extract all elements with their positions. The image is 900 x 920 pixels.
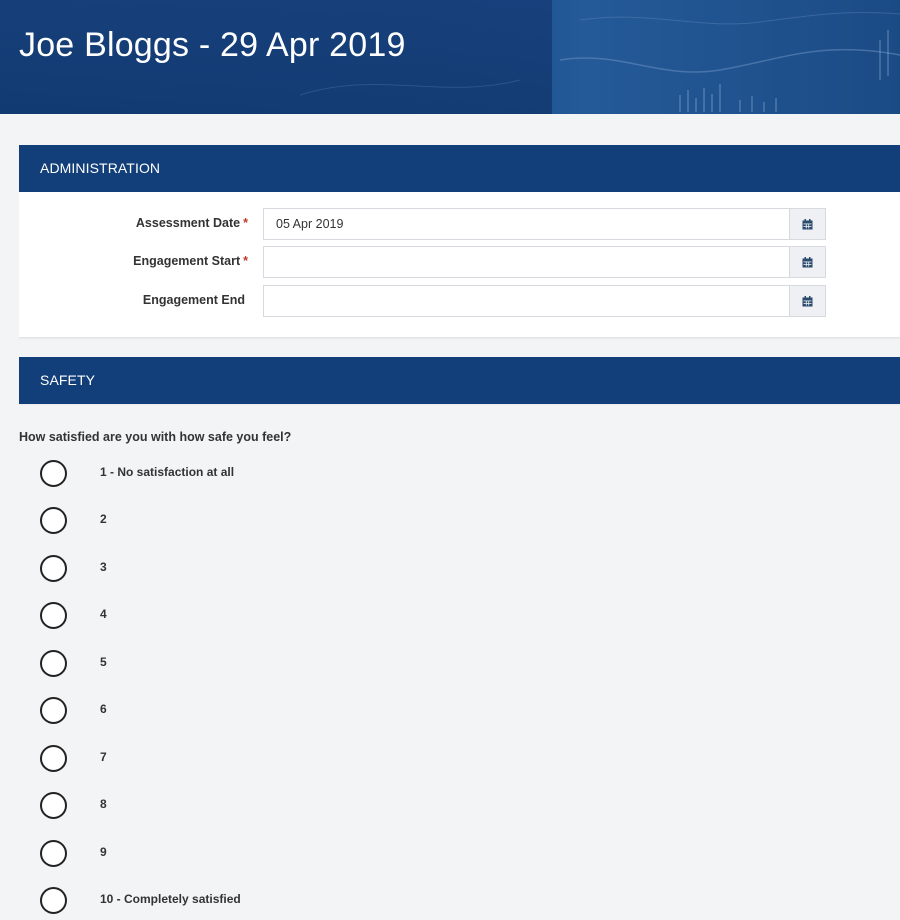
header-banner (0, 0, 900, 114)
radio-label: 10 - Completely satisfied (100, 892, 241, 906)
radio-button[interactable] (40, 602, 67, 629)
engagement-start-row (19, 246, 900, 278)
page-title: Joe Bloggs - 29 Apr 2019 (19, 26, 406, 64)
radio-button[interactable] (40, 697, 67, 724)
radio-option-4[interactable] (40, 602, 540, 634)
radio-label: 3 (100, 560, 107, 574)
radio-label: 1 - No satisfaction at all (100, 465, 235, 479)
radio-label: 8 (100, 797, 107, 811)
engagement-start-input[interactable] (264, 247, 791, 277)
radio-label: 4 (100, 607, 107, 621)
radio-option-9[interactable] (40, 840, 540, 872)
engagement-end-field-wrapper (263, 285, 826, 317)
radio-option-5[interactable] (40, 650, 540, 682)
assessment-date-input[interactable] (264, 209, 791, 239)
radio-label: 9 (100, 845, 107, 859)
engagement-end-row (19, 285, 900, 317)
engagement-end-calendar-button[interactable] (789, 286, 825, 316)
administration-heading: ADMINISTRATION (19, 145, 900, 192)
assessment-date-field-wrapper (263, 208, 826, 240)
calendar-icon (802, 257, 813, 268)
engagement-end-label: Engagement End (142, 293, 245, 307)
radio-button[interactable] (40, 745, 67, 772)
radio-label: 7 (100, 750, 107, 764)
administration-panel (19, 145, 900, 338)
engagement-start-label: Engagement Start * (133, 254, 248, 268)
radio-button[interactable] (40, 460, 67, 487)
required-marker: * (243, 254, 248, 268)
calendar-icon (802, 296, 813, 307)
radio-option-7[interactable] (40, 745, 540, 777)
radio-option-1[interactable] (40, 460, 540, 492)
radio-option-6[interactable] (40, 697, 540, 729)
assessment-date-row (19, 208, 900, 240)
radio-option-10[interactable] (40, 887, 540, 919)
assessment-date-label: Assessment Date * (135, 216, 248, 230)
engagement-start-calendar-button[interactable] (789, 247, 825, 277)
radio-button[interactable] (40, 840, 67, 867)
radio-option-8[interactable] (40, 792, 540, 824)
radio-label: 6 (100, 702, 107, 716)
radio-button[interactable] (40, 555, 67, 582)
radio-button[interactable] (40, 650, 67, 677)
assessment-date-calendar-button[interactable] (789, 209, 825, 239)
radio-button[interactable] (40, 792, 67, 819)
radio-button[interactable] (40, 887, 67, 914)
safety-panel-header (19, 357, 900, 404)
radio-option-3[interactable] (40, 555, 540, 587)
safety-question: How satisfied are you with how safe you feel? (19, 430, 292, 444)
engagement-end-input[interactable] (264, 286, 791, 316)
radio-label: 2 (100, 512, 107, 526)
radio-option-2[interactable] (40, 507, 540, 539)
required-marker: * (243, 216, 248, 230)
safety-heading: SAFETY (19, 357, 900, 404)
radio-label: 5 (100, 655, 107, 669)
radio-button[interactable] (40, 507, 67, 534)
engagement-start-field-wrapper (263, 246, 826, 278)
calendar-icon (802, 219, 813, 230)
